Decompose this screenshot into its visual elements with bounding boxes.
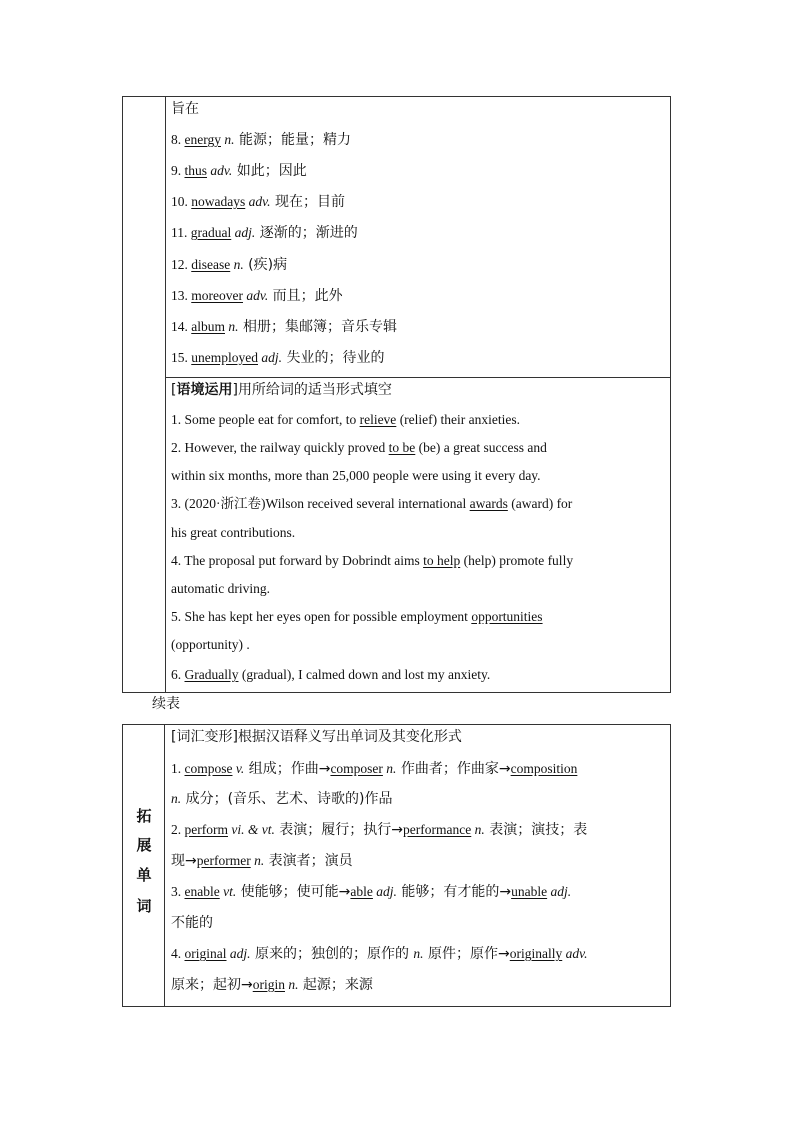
meaning-text: 原件；原作→ xyxy=(423,946,510,962)
side-label-char: 单 xyxy=(136,866,152,884)
vocab-pos: adv. xyxy=(242,288,269,303)
exercise-answer: relieve xyxy=(359,412,397,427)
part-of-speech: n. xyxy=(250,853,265,868)
vocab-item xyxy=(171,286,343,306)
vocab-number: 10. xyxy=(171,194,192,209)
table1-row-divider xyxy=(165,377,670,378)
exercise-text: 4. The proposal put forward by Dobrindt aims xyxy=(171,553,424,568)
vocab-item xyxy=(171,192,345,212)
answer-word: perform xyxy=(184,822,228,837)
word-formation-line xyxy=(171,759,577,779)
vocab-meaning: 现在；目前 xyxy=(270,194,345,210)
exercise-line xyxy=(171,635,250,655)
vocab-word: unemployed xyxy=(191,350,258,365)
vocab-item xyxy=(171,348,384,368)
exercise-text: his great contributions. xyxy=(171,525,296,540)
vocab-number: 11. xyxy=(171,225,191,240)
word-formation-line xyxy=(171,913,213,933)
vocab-pos: adj. xyxy=(231,225,256,240)
meaning-text: 原来的；独创的；原作的 xyxy=(250,946,414,962)
vocab-word: disease xyxy=(191,257,231,272)
part-of-speech: v. xyxy=(232,761,245,776)
exercise-text: 6. xyxy=(171,667,185,682)
vocab-meaning: 能源；能量；精力 xyxy=(234,132,351,148)
exercise-tag: 语境运用 xyxy=(176,382,233,398)
meaning-text: 组成；作曲→ xyxy=(244,761,331,777)
exercise-text: (relief) their anxieties. xyxy=(396,412,521,427)
meaning-text: 成分；(音乐、艺术、诗歌的)作品 xyxy=(181,791,393,807)
exercise-text: (opportunity) . xyxy=(171,637,250,652)
vocab-pos: n. xyxy=(230,257,244,272)
side-label-char: 拓 xyxy=(136,807,152,825)
word-formation-line xyxy=(171,820,587,840)
vocab-pos: adv. xyxy=(207,163,233,178)
word-formation-line xyxy=(171,851,353,871)
exercise-text: (help) promote fully xyxy=(460,553,574,568)
answer-word: unable xyxy=(511,884,548,899)
answer-word: able xyxy=(350,884,373,899)
part-of-speech: adj. xyxy=(372,884,397,899)
answer-word: enable xyxy=(184,884,220,899)
part-of-speech: n. xyxy=(471,822,485,837)
exercise-text: 2. However, the railway quickly proved xyxy=(171,440,389,455)
meaning-text: 现→ xyxy=(171,853,197,869)
vocab-word: moreover xyxy=(191,288,243,303)
vocab-meaning: 如此；因此 xyxy=(232,163,307,179)
meaning-text: 起源；来源 xyxy=(298,977,373,993)
exercise-answer: to be xyxy=(388,440,416,455)
bracket-open: [ xyxy=(171,382,177,398)
text-segment: 3. xyxy=(171,884,185,899)
bracket-close: ] xyxy=(232,382,238,398)
exercise-answer: to help xyxy=(423,553,461,568)
vocab-pos: adj. xyxy=(258,350,283,365)
vocab-pos: n. xyxy=(225,319,239,334)
vocab-meaning: 旨在 xyxy=(171,101,199,117)
part-of-speech: n. xyxy=(171,791,182,806)
table2-side-column xyxy=(123,725,165,1006)
vocab-item xyxy=(171,223,358,243)
vocab-number: 13. xyxy=(171,288,192,303)
vocab-meaning: 逐渐的；渐进的 xyxy=(255,225,358,241)
part-of-speech: adv. xyxy=(562,946,588,961)
answer-word: origin xyxy=(252,977,285,992)
answer-word: performer xyxy=(196,853,251,868)
word-formation-line xyxy=(171,975,373,995)
exercise-answer: awards xyxy=(469,496,508,511)
exercise-text: 5. She has kept her eyes open for possible employment xyxy=(171,609,472,624)
part-of-speech: adj. xyxy=(226,946,251,961)
part-of-speech: n. xyxy=(413,946,424,961)
part-of-speech: n. xyxy=(382,761,397,776)
vocab-number: 12. xyxy=(171,257,192,272)
vocab-meaning: 失业的；待业的 xyxy=(282,350,385,366)
side-label-char: 词 xyxy=(136,897,152,915)
vocab-number: 14. xyxy=(171,319,192,334)
meaning-text: 原来；起初→ xyxy=(171,977,253,993)
vocab-meaning: 相册；集邮簿；音乐专辑 xyxy=(238,319,397,335)
part-of-speech: n. xyxy=(284,977,299,992)
exercise-line xyxy=(171,665,490,685)
part-of-speech: vt. xyxy=(219,884,237,899)
exercise-answer: Gradually xyxy=(184,667,239,682)
exercise-line xyxy=(171,494,572,514)
text-segment: 4. xyxy=(171,946,185,961)
vocab-item xyxy=(171,317,397,337)
vocab-meaning: (疾)病 xyxy=(243,257,288,273)
exercise-text: 1. Some people eat for comfort, to xyxy=(171,412,360,427)
vocab-number: 8. xyxy=(171,132,185,147)
table1-side-column xyxy=(123,97,166,692)
part-of-speech: vi. & vt. xyxy=(227,822,275,837)
meaning-text: 不能的 xyxy=(171,915,213,931)
meaning-text: 作曲者；作曲家→ xyxy=(396,761,511,777)
continued-label: 续表 xyxy=(152,696,180,712)
meaning-text: 表演；演技；表 xyxy=(484,822,588,838)
vocab-item xyxy=(171,130,351,150)
exercise-line xyxy=(171,466,541,486)
exercise-text: 3. (2020·浙江卷)Wilson received several international xyxy=(171,496,470,511)
exercise-instruction: 用所给词的适当形式填空 xyxy=(237,382,392,398)
exercise-text: (gradual), I calmed down and lost my anxiety. xyxy=(238,667,491,682)
exercise-answer: opportunities xyxy=(471,609,543,624)
vocab-pos: n. xyxy=(221,132,235,147)
text-segment: 2. xyxy=(171,822,185,837)
answer-word: composition xyxy=(510,761,578,776)
vocabulary-table-1 xyxy=(122,96,671,693)
exercise-text: automatic driving. xyxy=(171,581,270,596)
meaning-text: 能够；有才能的→ xyxy=(396,884,512,900)
exercise-line xyxy=(171,523,295,543)
exercise-header xyxy=(171,380,392,400)
exercise-line xyxy=(171,551,573,571)
vocab-item xyxy=(171,99,199,119)
vocab-word: nowadays xyxy=(191,194,246,209)
exercise-line xyxy=(171,438,547,458)
exercise-text: (award) for xyxy=(507,496,573,511)
answer-word: composer xyxy=(330,761,383,776)
exercise-text: within six months, more than 25,000 people were using it every day. xyxy=(171,468,541,483)
answer-word: original xyxy=(184,946,227,961)
meaning-text: 表演；履行；执行→ xyxy=(274,822,404,838)
vocab-word: gradual xyxy=(190,225,232,240)
part-of-speech: adj. xyxy=(547,884,572,899)
text-segment: 1. xyxy=(171,761,185,776)
word-formation-instruction: 根据汉语释义写出单词及其变化形式 xyxy=(237,729,462,745)
word-formation-line xyxy=(171,944,587,964)
vocab-number: 15. xyxy=(171,350,192,365)
vocab-pos: adv. xyxy=(245,194,271,209)
vocabulary-table-2 xyxy=(122,724,671,1007)
word-formation-header xyxy=(171,727,462,747)
vocab-item xyxy=(171,161,307,181)
vocab-number: 9. xyxy=(171,163,185,178)
answer-word: performance xyxy=(403,822,472,837)
vocab-item xyxy=(171,255,287,275)
exercise-line xyxy=(171,410,520,430)
word-formation-tag: [词汇变形] xyxy=(171,729,238,745)
vocab-word: album xyxy=(191,319,225,334)
exercise-line xyxy=(171,607,543,627)
exercise-text: (be) a great success and xyxy=(415,440,547,455)
answer-word: compose xyxy=(184,761,233,776)
meaning-text: 表演者；演员 xyxy=(264,853,353,869)
answer-word: originally xyxy=(509,946,563,961)
vocab-word: energy xyxy=(184,132,221,147)
word-formation-line xyxy=(171,882,571,902)
vocab-meaning: 而且；此外 xyxy=(268,288,343,304)
meaning-text: 使能够；使可能→ xyxy=(236,884,351,900)
vocab-word: thus xyxy=(184,163,208,178)
word-formation-line xyxy=(171,789,393,809)
exercise-line xyxy=(171,579,270,599)
side-label-char: 展 xyxy=(136,836,152,854)
